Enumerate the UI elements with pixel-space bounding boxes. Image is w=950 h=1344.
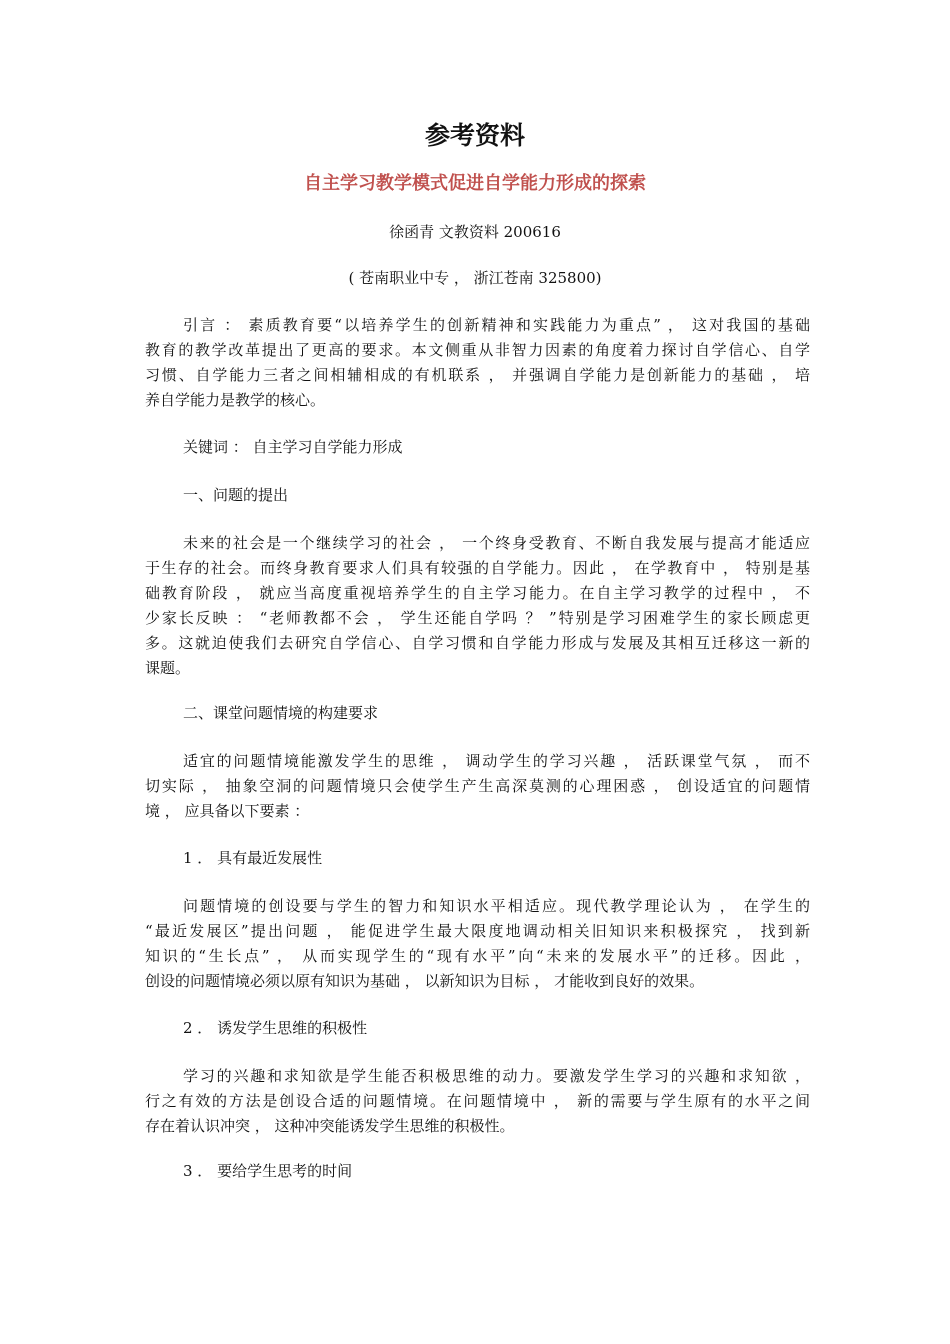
section-heading-text: 一、问题的提出 — [183, 486, 289, 504]
intro-line: 引言 ： 素质教育要“以培养学生的创新精神和实践能力为重点” ， 这对我国的基础 — [183, 316, 810, 334]
paragraph-line: 适宜的问题情境能激发学生的思维 ， 调动学生的学习兴趣 ， 活跃课堂气氛 ， 而不 — [183, 752, 810, 770]
keywords-line — [145, 435, 810, 460]
section-heading — [145, 483, 810, 508]
item-heading — [145, 1159, 810, 1184]
item-heading-text: 3 ． 要给学生思考的时间 — [183, 1162, 353, 1180]
article-title: 自主学习教学模式促进自学能力形成的探索 — [304, 173, 646, 194]
intro-paragraph — [145, 313, 810, 413]
paragraph-line: 创设的问题情境必须以原有知识为基础 ， 以新知识为目标 ， 才能收到良好的效果。 — [145, 972, 705, 990]
paragraph-line: 多。这就迫使我们去研究自学信心、自学习惯和自学能力形成与发展及其相互迁移这一新的 — [145, 634, 810, 652]
paragraph-line: 问题情境的创设要与学生的智力和知识水平相适应。现代教学理论认为 ， 在学生的 — [183, 897, 810, 915]
item-heading-text: 2 ． 诱发学生思维的积极性 — [183, 1019, 368, 1037]
paragraph-line: 存在着认识冲突 ， 这种冲突能诱发学生思维的积极性。 — [145, 1117, 515, 1135]
item-heading — [145, 1016, 810, 1041]
intro-line: 教育的教学改革提出了更高的要求。本文侧重从非智力因素的角度着力探讨自学信心、自学 — [145, 341, 810, 359]
paragraph-line: 切实际 ， 抽象空洞的问题情境只会使学生产生高深莫测的心理困惑 ， 创设适宜的问题情 — [145, 777, 810, 795]
section-heading-text: 二、课堂问题情境的构建要求 — [183, 704, 379, 722]
item2-paragraph — [145, 1064, 810, 1139]
intro-line: 习惯、自学能力三者之间相辅相成的有机联系 ， 并强调自学能力是创新能力的基础 ， 培 — [145, 366, 810, 384]
paragraph-line: 知识的“生长点” ， 从而实现学生的“现有水平”向“未来的发展水平”的迁移。因此 ， — [145, 947, 810, 965]
keywords-text: 关键词 ： 自主学习自学能力形成 — [183, 438, 403, 456]
section-heading — [145, 701, 810, 726]
paragraph-line: 学习的兴趣和求知欲是学生能否积极思维的动力。要激发学生学习的兴趣和求知欲 ， — [183, 1067, 810, 1085]
item-heading-text: 1 ． 具有最近发展性 — [183, 849, 323, 867]
paragraph-line: 础教育阶段 ， 就应当高度重视培养学生的自主学习能力。在自主学习教学的过程中 ， 不 — [145, 584, 810, 602]
paragraph-line: 课题。 — [145, 659, 191, 677]
paragraph-line: 行之有效的方法是创设合适的问题情境。在问题情境中 ， 新的需要与学生原有的水平之间 — [145, 1092, 810, 1110]
author-line: 徐函青 文教资料 200616 — [389, 223, 561, 241]
item1-paragraph — [145, 894, 810, 994]
item-heading — [145, 846, 810, 871]
paragraph-line: 少家长反映 ： “老师教都不会 ， 学生还能自学吗 ？ ”特别是学习困难学生的家长顾虑更 — [145, 609, 810, 627]
section2-paragraph — [145, 749, 810, 824]
paragraph-line: “最近发展区”提出问题 ， 能促进学生最大限度地调动相关旧知识来积极探究 ， 找到新 — [145, 922, 810, 940]
intro-line: 养自学能力是教学的核心。 — [145, 391, 326, 409]
document-title: 参考资料 — [424, 121, 525, 150]
paragraph-line: 未来的社会是一个继续学习的社会 ， 一个终身受教育、不断自我发展与提高才能适应 — [183, 534, 810, 552]
section1-paragraph — [145, 531, 810, 681]
affiliation-line: ( 苍南职业中专 ， 浙江苍南 325800) — [348, 269, 602, 287]
paragraph-line: 境 ， 应具备以下要素 ： — [145, 802, 310, 820]
paragraph-line: 于生存的社会。而终身教育要求人们具有较强的自学能力。因此 ， 在学教育中 ， 特别是基 — [145, 559, 810, 577]
